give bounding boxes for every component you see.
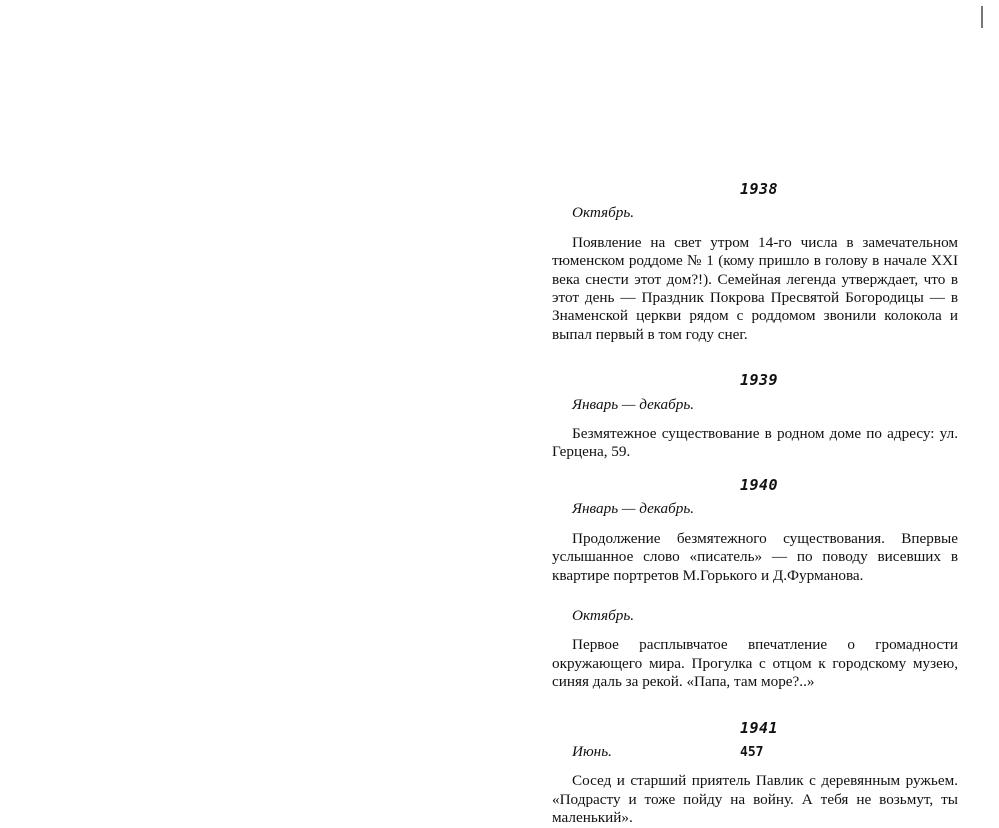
entry-paragraph: Продолжение безмятежного существования. Впервые услышанное слово «писатель» — по поводу висевших в квартире портретов М.Горького и Д.Фурманова.: [552, 529, 958, 584]
year-heading-1940: 1940: [739, 475, 779, 494]
month-heading: Июнь.: [572, 742, 612, 760]
entry-paragraph: Безмятежное существование в родном доме по адресу: ул. Герцена, 59.: [552, 425, 958, 461]
year-heading-1938: 1938: [739, 180, 779, 198]
year-heading-1939: 1939: [739, 371, 779, 390]
page-number: 457: [740, 745, 764, 760]
page-edge-mark: [981, 6, 983, 28]
month-heading: Январь — декабрь.: [572, 500, 695, 518]
year-heading-1941: 1941: [739, 718, 779, 737]
entry-paragraph: Появление на свет утром 14-го числа в замечательном тюменском роддоме № 1 (кому пришло в голову в начале XXI века снести этот дом?!). Семейная легенда утверждает, что в этот день — Праздник Покрова Пресвятой Богородицы — в Знаменской церкви рядом с роддомом звонили колокола и выпал первый в том году снег.: [552, 233, 958, 343]
month-heading: Октябрь.: [572, 606, 635, 624]
right-page-text: [552, 180, 958, 828]
month-heading: Октябрь.: [572, 204, 635, 222]
entry-paragraph: Первое расплывчатое впечатление о громадности окружающего мира. Прогулка с отцом к городскому музею, синяя даль за рекой. «Папа, там море?..»: [552, 636, 958, 691]
entry-paragraph: Сосед и старший приятель Павлик с деревянным ружьем. «Подрасту и тоже пойду на войну. А тебя не возьмут, ты маленький».: [552, 772, 958, 827]
month-heading: Январь — декабрь.: [572, 395, 695, 413]
